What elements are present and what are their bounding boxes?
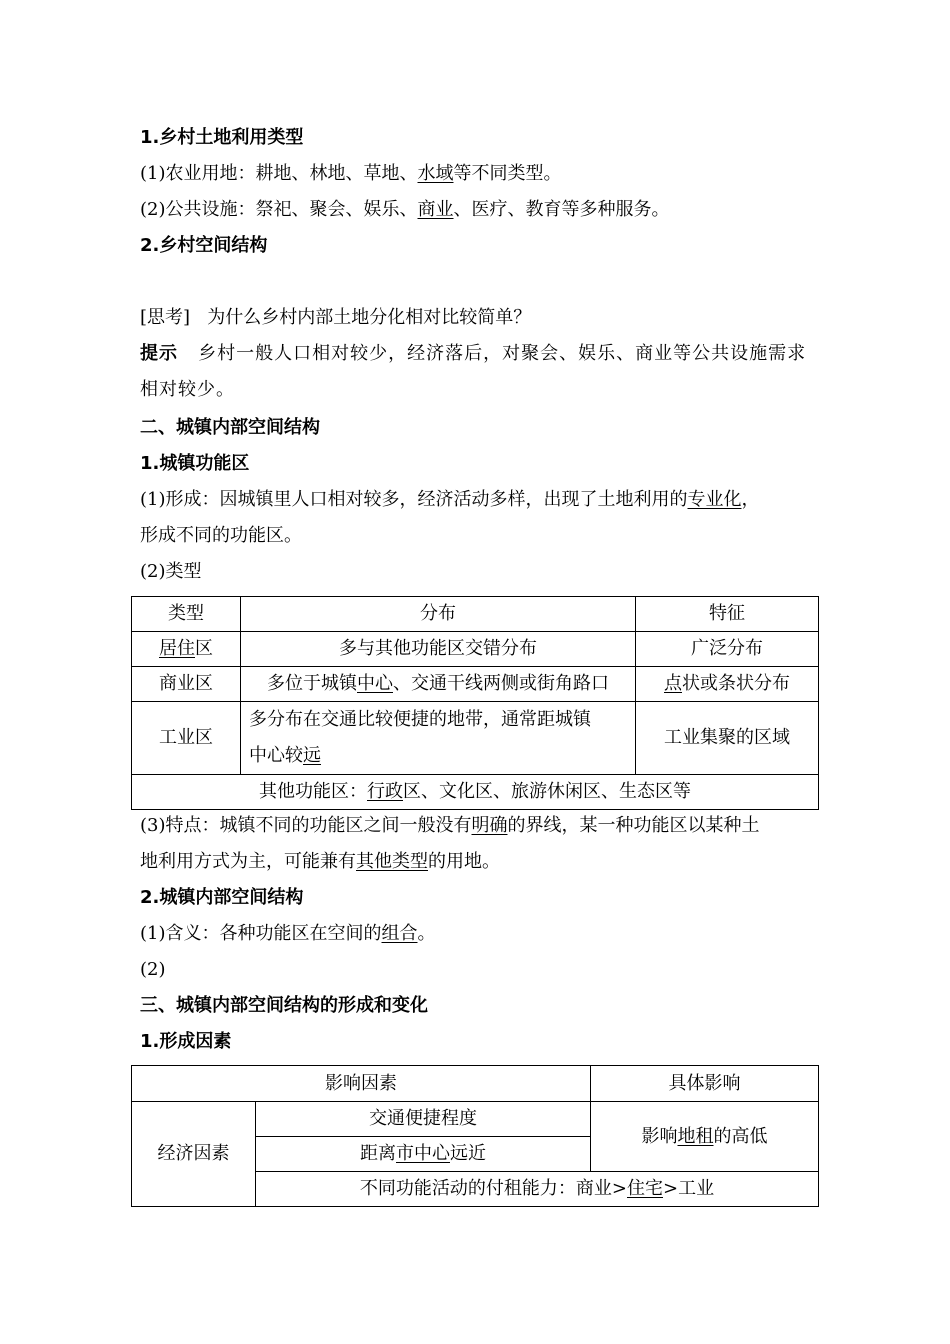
think-question: [思考] 为什么乡村内部土地分化相对比较简单？ [140,307,532,328]
cell-residential-feat: 广泛分布 [636,632,819,667]
paragraph-characteristics: (3)特点：城镇不同的功能区之间一般没有明确的界线，某一种功能区以某种土 [140,815,760,836]
paragraph-meaning: (1)含义：各种功能区在空间的组合。 [140,923,436,944]
paragraph-public-facilities: (2)公共设施：祭祀、聚会、娱乐、商业、医疗、教育等多种服务。 [140,199,670,220]
table-header-factors: 影响因素 [132,1066,591,1102]
cell-industrial-feat: 工业集聚的区域 [636,702,819,775]
table-header-type: 类型 [132,597,241,632]
section-title-rural-land-use: 1.乡村土地利用类型 [140,127,304,148]
formation-factors-table [131,1065,819,1207]
heading-urban-structure: 二、城镇内部空间结构 [140,417,320,438]
table-header-distribution: 分布 [241,597,636,632]
table-header-impact: 具体影响 [591,1066,819,1102]
cell-industrial-dist: 多分布在交通比较便捷的地带，通常距城镇 中心较远 [241,702,636,775]
subheading-formation-factors: 1.形成因素 [140,1031,232,1052]
hint-line-1: 提示 乡村一般人口相对较少，经济落后，对聚会、娱乐、商业等公共设施需求 [140,343,807,364]
cell-commercial-feat: 点状或条状分布 [636,667,819,702]
cell-other-zones: 其他功能区：行政区、文化区、旅游休闲区、生态区等 [132,775,819,810]
cell-commercial: 商业区 [132,667,241,702]
cell-traffic-convenience: 交通便捷程度 [256,1102,591,1137]
hint-line-2: 相对较少。 [140,379,235,400]
section-title-rural-structure: 2.乡村空间结构 [140,235,268,256]
cell-economic-factors: 经济因素 [132,1102,256,1207]
functional-zones-table [131,596,819,810]
table-header-feature: 特征 [636,597,819,632]
subheading-internal-structure: 2.城镇内部空间结构 [140,887,304,908]
cell-residential: 居住区 [132,632,241,667]
cell-rent-capacity: 不同功能活动的付租能力：商业>住宅>工业 [256,1172,819,1207]
paragraph-formation: (1)形成：因城镇里人口相对较多，经济活动多样，出现了土地利用的专业化， [140,489,760,510]
heading-formation-change: 三、城镇内部空间结构的形成和变化 [140,995,428,1016]
cell-industrial: 工业区 [132,702,241,775]
paragraph-characteristics-cont: 地利用方式为主，可能兼有其他类型的用地。 [140,851,500,872]
cell-residential-dist: 多与其他功能区交错分布 [241,632,636,667]
cell-commercial-dist: 多位于城镇中心、交通干线两侧或街角路口 [241,667,636,702]
paragraph-types: (2)类型 [140,561,202,582]
paragraph-agri-land: (1)农业用地：耕地、林地、草地、水域等不同类型。 [140,163,562,184]
cell-distance-center: 距离市中心远近 [256,1137,591,1172]
paragraph-formation-cont: 形成不同的功能区。 [140,525,302,546]
paragraph-item-2: (2) [140,959,166,980]
subheading-functional-zones: 1.城镇功能区 [140,453,250,474]
cell-rent-impact: 影响地租的高低 [591,1102,819,1172]
